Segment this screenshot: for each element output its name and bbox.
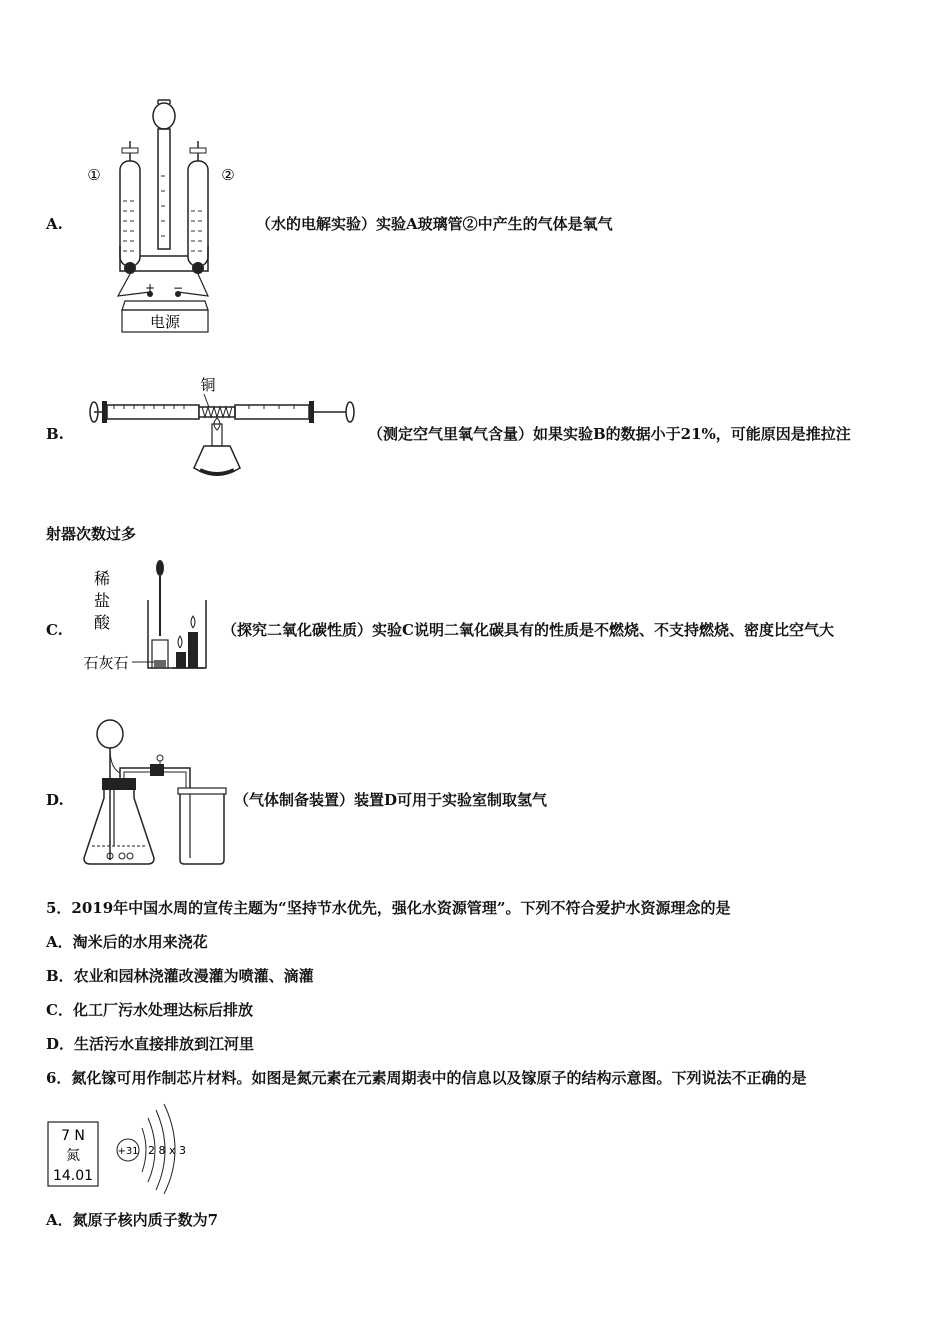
co2-properties-figure xyxy=(76,556,216,676)
nitrogen-gallium-figure xyxy=(46,1098,206,1194)
nucleus-charge: +31 xyxy=(117,1146,139,1157)
water-electrolysis-figure xyxy=(80,96,250,336)
element-mass: 14.01 xyxy=(52,1168,94,1184)
oxygen-content-figure xyxy=(84,372,364,492)
q6-option-a: A．氮原子核内质子数为7 xyxy=(46,1211,219,1229)
element-number-symbol: 7 N xyxy=(61,1128,85,1144)
option-a-text: （水的电解实验）实验A玻璃管②中产生的气体是氧气 xyxy=(256,215,613,233)
element-name: 氮 xyxy=(66,1148,80,1164)
q5-option-b: B．农业和园林浇灌改漫灌为喷灌、滴灌 xyxy=(46,967,314,985)
q6-stem: 6．氮化镓可用作制芯片材料。如图是氮元素在元素周期表中的信息以及镓原子的结构示意图。下列说法不正确的是 xyxy=(46,1069,807,1087)
option-d-letter: D. xyxy=(46,791,64,809)
option-b-text-line2: 射器次数过多 xyxy=(46,525,137,543)
q5-option-c: C．化工厂污水处理达标后排放 xyxy=(46,1001,253,1019)
acid-label-2: 盐 xyxy=(93,591,111,610)
tube-1-label: ① xyxy=(87,166,101,184)
minus-label: − xyxy=(172,281,184,295)
tube-2-label: ② xyxy=(221,166,235,184)
electron-shells: 2 8 x 3 xyxy=(148,1144,186,1157)
q5-option-a: A．淘米后的水用来浇花 xyxy=(46,933,208,951)
limestone-label: 石灰石 xyxy=(83,654,129,672)
option-c-letter: C. xyxy=(46,621,63,639)
option-c-text: （探究二氧化碳性质）实验C说明二氧化碳具有的性质是不燃烧、不支持燃烧、密度比空气大 xyxy=(222,621,834,639)
option-a-letter: A. xyxy=(46,215,63,233)
acid-label-3: 酸 xyxy=(93,613,111,632)
q5-option-d: D．生活污水直接排放到江河里 xyxy=(46,1035,255,1053)
option-d-text: （气体制备装置）装置D可用于实验室制取氢气 xyxy=(234,791,548,809)
plus-label: + xyxy=(144,281,156,295)
acid-label-1: 稀 xyxy=(93,569,111,588)
copper-label: 铜 xyxy=(200,376,216,394)
option-b-text-line1: （测定空气里氧气含量）如果实验B的数据小于21%，可能原因是推拉注 xyxy=(368,425,851,443)
power-label: 电源 xyxy=(149,313,181,331)
gas-generation-figure xyxy=(80,718,230,870)
q5-stem: 5．2019年中国水周的宣传主题为“坚持节水优先，强化水资源管理”。下列不符合爱护水资源理念的是 xyxy=(46,899,731,917)
option-b-letter: B. xyxy=(46,425,64,443)
